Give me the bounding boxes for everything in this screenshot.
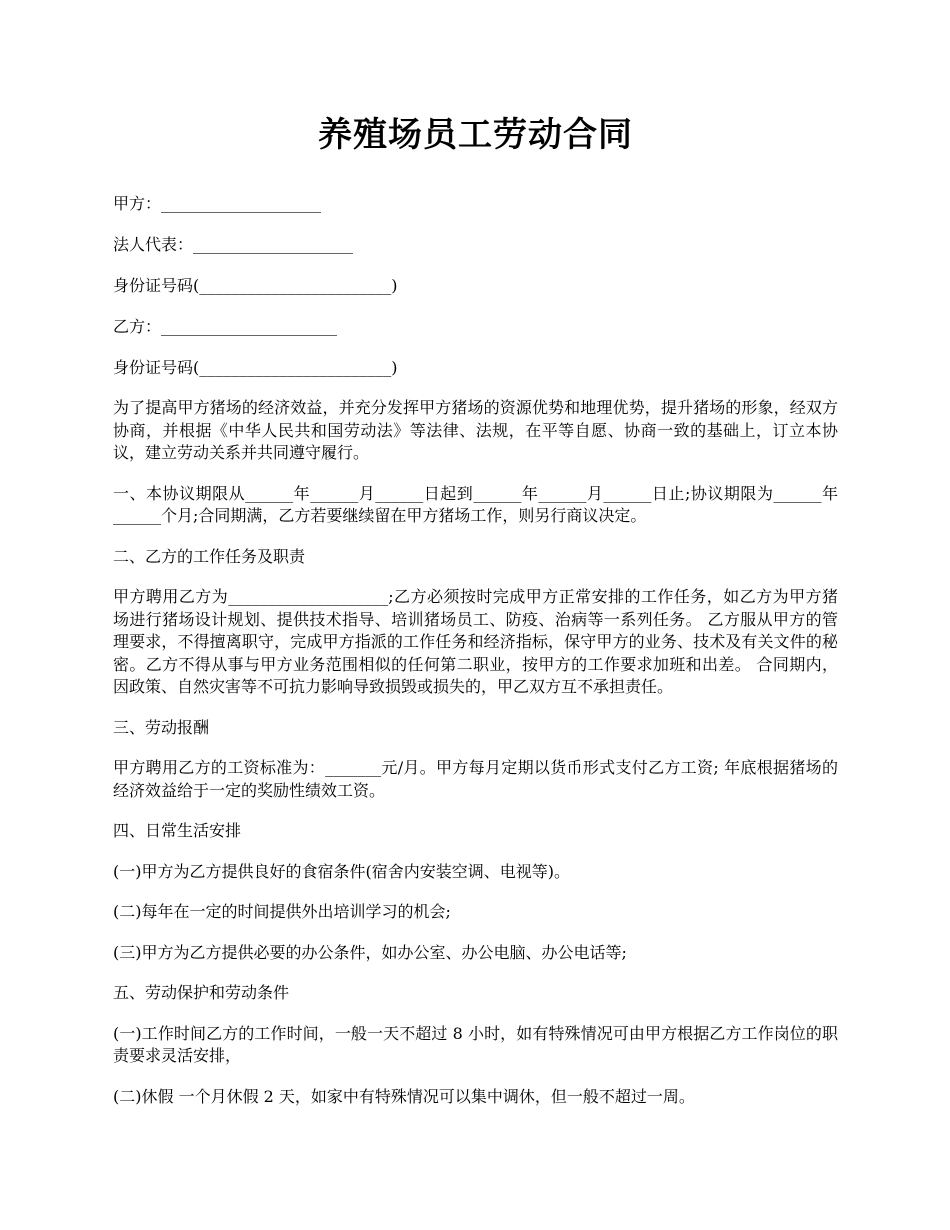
party-a-id-number-field: 身份证号码(________________________) [113,276,398,295]
document-title: 养殖场员工劳动合同 [318,115,633,155]
section-2-body: 甲方聘用乙方为____________________;乙方必须按时完成甲方正常安排的工作任务，如乙方为甲方猪场进行猪场设计规划、提供技术指导、培训猪场员工、防疫、治病等一系列任务。 乙方服从甲方的管理要求，不得擅离职守，完成甲方指派的工作任务和经济指标，保守甲方的业务、技术及有关文件的秘密。乙方不得从事与甲方业务范围相似的任何第二职业，按甲方的工作要求加班和出差。 合同期内，因政策、自然灾害等不可抗力影响导致损毁或损失的，甲乙双方互不承担责任。 [113,587,838,696]
party-b-id-number-field: 身份证号码(________________________) [113,358,398,377]
clause-1-term: 一、本协议期限从______年______月______日起到______年______月______日止;协议期限为______年______个月;合同期满，乙方若要继续留在甲方猪场工作，则另行商议决定。 [113,483,838,525]
section-4-heading: 四、日常生活安排 [113,821,242,840]
section-5-item-1: (一)工作时间乙方的工作时间，一般一天不超过 8 小时，如有特殊情况可由甲方根据乙方工作岗位的职责要求灵活安排， [113,1023,838,1065]
intro-paragraph: 为了提高甲方猪场的经济效益，并充分发挥甲方猪场的资源优势和地理优势，提升猪场的形象，经双方协商，并根据《中华人民共和国劳动法》等法律、法规，在平等自愿、协商一致的基础上，订立本协议，建立劳动关系并共同遵守履行。 [113,398,838,462]
section-4-item-3: (三)甲方为乙方提供必要的办公条件，如办公室、办公电脑、办公电话等; [113,942,627,962]
section-4-item-1: (一)甲方为乙方提供良好的食宿条件(宿舍内安装空调、电视等)。 [113,861,570,881]
party-a-field: 甲方：____________________ [113,194,322,213]
section-5-item-2: (二)休假 一个月休假 2 天，如家中有特殊情况可以集中调休，但一般不超过一周。 [113,1086,695,1106]
section-5-heading: 五、劳动保护和劳动条件 [113,983,290,1002]
party-b-field: 乙方：______________________ [113,317,338,336]
section-3-heading: 三、劳动报酬 [113,717,210,737]
legal-representative-field: 法人代表：____________________ [113,235,354,254]
section-2-heading: 二、乙方的工作任务及职责 [113,546,306,566]
section-3-body: 甲方聘用乙方的工资标准为：_______元/月。甲方每月定期以货币形式支付乙方工资; 年底根据猪场的经济效益给于一定的奖励性绩效工资。 [113,758,838,800]
section-4-item-2: (二)每年在一定的时间提供外出培训学习的机会; [113,902,451,921]
